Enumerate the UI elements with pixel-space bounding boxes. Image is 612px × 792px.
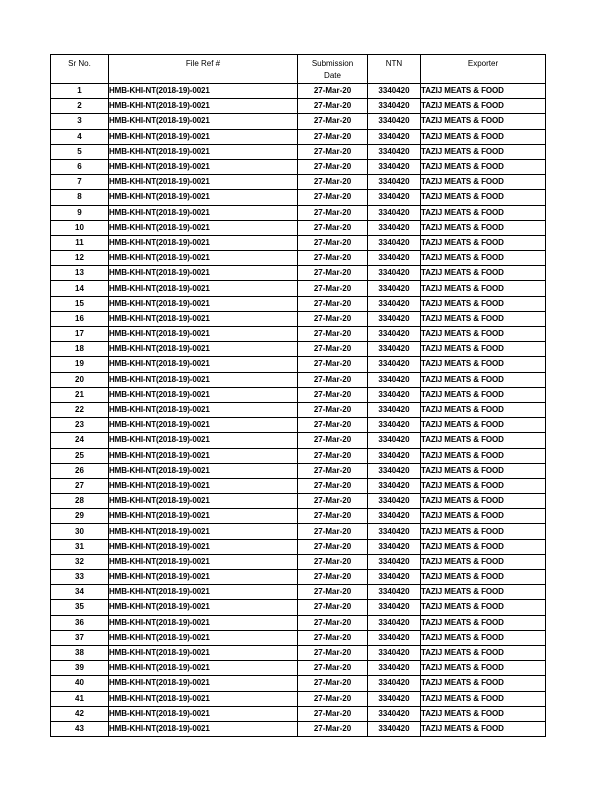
- cell-exporter: TAZIJ MEATS & FOOD: [421, 175, 546, 190]
- cell-submission-date: 27-Mar-20: [298, 296, 368, 311]
- cell-ntn: 3340420: [368, 311, 421, 326]
- table-row: [51, 281, 546, 296]
- cell-file-ref: HMB-KHI-NT(2018-19)-0021: [109, 220, 298, 235]
- cell-sr-no: 15: [51, 296, 109, 311]
- cell-sr-no: 32: [51, 554, 109, 569]
- cell-exporter: TAZIJ MEATS & FOOD: [421, 327, 546, 342]
- cell-exporter: TAZIJ MEATS & FOOD: [421, 129, 546, 144]
- table-body: [51, 84, 546, 737]
- cell-submission-date: 27-Mar-20: [298, 235, 368, 250]
- table-row: [51, 554, 546, 569]
- cell-file-ref: HMB-KHI-NT(2018-19)-0021: [109, 296, 298, 311]
- cell-exporter: TAZIJ MEATS & FOOD: [421, 615, 546, 630]
- cell-sr-no: 8: [51, 190, 109, 205]
- cell-file-ref: HMB-KHI-NT(2018-19)-0021: [109, 311, 298, 326]
- cell-sr-no: 39: [51, 661, 109, 676]
- table-row: [51, 615, 546, 630]
- cell-sr-no: 5: [51, 144, 109, 159]
- header-submission-date-line1: Submission: [311, 59, 354, 68]
- cell-ntn: 3340420: [368, 144, 421, 159]
- header-submission-date-line2: Date: [324, 71, 341, 80]
- table-row: [51, 402, 546, 417]
- cell-file-ref: HMB-KHI-NT(2018-19)-0021: [109, 509, 298, 524]
- cell-exporter: TAZIJ MEATS & FOOD: [421, 220, 546, 235]
- cell-submission-date: 27-Mar-20: [298, 114, 368, 129]
- cell-exporter: TAZIJ MEATS & FOOD: [421, 539, 546, 554]
- cell-ntn: 3340420: [368, 691, 421, 706]
- cell-file-ref: HMB-KHI-NT(2018-19)-0021: [109, 387, 298, 402]
- cell-submission-date: 27-Mar-20: [298, 585, 368, 600]
- table-row: [51, 175, 546, 190]
- cell-submission-date: 27-Mar-20: [298, 509, 368, 524]
- cell-sr-no: 31: [51, 539, 109, 554]
- cell-submission-date: 27-Mar-20: [298, 205, 368, 220]
- cell-sr-no: 4: [51, 129, 109, 144]
- cell-submission-date: 27-Mar-20: [298, 220, 368, 235]
- cell-ntn: 3340420: [368, 205, 421, 220]
- cell-exporter: TAZIJ MEATS & FOOD: [421, 251, 546, 266]
- cell-file-ref: HMB-KHI-NT(2018-19)-0021: [109, 144, 298, 159]
- cell-submission-date: 27-Mar-20: [298, 448, 368, 463]
- cell-submission-date: 27-Mar-20: [298, 99, 368, 114]
- cell-ntn: 3340420: [368, 190, 421, 205]
- table-row: [51, 630, 546, 645]
- cell-sr-no: 18: [51, 342, 109, 357]
- cell-sr-no: 14: [51, 281, 109, 296]
- cell-submission-date: 27-Mar-20: [298, 281, 368, 296]
- cell-sr-no: 9: [51, 205, 109, 220]
- cell-submission-date: 27-Mar-20: [298, 630, 368, 645]
- table-row: [51, 676, 546, 691]
- cell-file-ref: HMB-KHI-NT(2018-19)-0021: [109, 463, 298, 478]
- table-row: [51, 509, 546, 524]
- cell-ntn: 3340420: [368, 266, 421, 281]
- cell-submission-date: 27-Mar-20: [298, 570, 368, 585]
- cell-sr-no: 16: [51, 311, 109, 326]
- cell-submission-date: 27-Mar-20: [298, 706, 368, 721]
- cell-file-ref: HMB-KHI-NT(2018-19)-0021: [109, 342, 298, 357]
- cell-file-ref: HMB-KHI-NT(2018-19)-0021: [109, 691, 298, 706]
- cell-ntn: 3340420: [368, 661, 421, 676]
- table-row: [51, 220, 546, 235]
- cell-file-ref: HMB-KHI-NT(2018-19)-0021: [109, 99, 298, 114]
- cell-sr-no: 29: [51, 509, 109, 524]
- cell-submission-date: 27-Mar-20: [298, 251, 368, 266]
- cell-ntn: 3340420: [368, 84, 421, 99]
- cell-ntn: 3340420: [368, 418, 421, 433]
- cell-exporter: TAZIJ MEATS & FOOD: [421, 357, 546, 372]
- table-row: [51, 585, 546, 600]
- cell-submission-date: 27-Mar-20: [298, 661, 368, 676]
- cell-sr-no: 33: [51, 570, 109, 585]
- table-row: [51, 327, 546, 342]
- cell-exporter: TAZIJ MEATS & FOOD: [421, 585, 546, 600]
- table-row: [51, 251, 546, 266]
- cell-sr-no: 3: [51, 114, 109, 129]
- cell-submission-date: 27-Mar-20: [298, 144, 368, 159]
- cell-file-ref: HMB-KHI-NT(2018-19)-0021: [109, 402, 298, 417]
- cell-ntn: 3340420: [368, 570, 421, 585]
- cell-sr-no: 17: [51, 327, 109, 342]
- cell-submission-date: 27-Mar-20: [298, 645, 368, 660]
- table-row: [51, 235, 546, 250]
- table-row: [51, 357, 546, 372]
- cell-file-ref: HMB-KHI-NT(2018-19)-0021: [109, 645, 298, 660]
- table-row: [51, 433, 546, 448]
- cell-file-ref: HMB-KHI-NT(2018-19)-0021: [109, 524, 298, 539]
- cell-file-ref: HMB-KHI-NT(2018-19)-0021: [109, 235, 298, 250]
- table-row: [51, 372, 546, 387]
- cell-file-ref: HMB-KHI-NT(2018-19)-0021: [109, 433, 298, 448]
- cell-exporter: TAZIJ MEATS & FOOD: [421, 144, 546, 159]
- cell-submission-date: 27-Mar-20: [298, 463, 368, 478]
- cell-file-ref: HMB-KHI-NT(2018-19)-0021: [109, 175, 298, 190]
- cell-ntn: 3340420: [368, 159, 421, 174]
- cell-submission-date: 27-Mar-20: [298, 357, 368, 372]
- cell-sr-no: 28: [51, 494, 109, 509]
- cell-ntn: 3340420: [368, 114, 421, 129]
- header-file-ref: File Ref #: [109, 55, 298, 84]
- cell-exporter: TAZIJ MEATS & FOOD: [421, 509, 546, 524]
- cell-sr-no: 40: [51, 676, 109, 691]
- cell-exporter: TAZIJ MEATS & FOOD: [421, 281, 546, 296]
- cell-sr-no: 20: [51, 372, 109, 387]
- table-row: [51, 494, 546, 509]
- cell-ntn: 3340420: [368, 585, 421, 600]
- table-row: [51, 463, 546, 478]
- cell-file-ref: HMB-KHI-NT(2018-19)-0021: [109, 159, 298, 174]
- cell-file-ref: HMB-KHI-NT(2018-19)-0021: [109, 266, 298, 281]
- cell-sr-no: 38: [51, 645, 109, 660]
- submissions-table: [50, 54, 546, 737]
- cell-file-ref: HMB-KHI-NT(2018-19)-0021: [109, 585, 298, 600]
- cell-sr-no: 24: [51, 433, 109, 448]
- cell-sr-no: 42: [51, 706, 109, 721]
- cell-ntn: 3340420: [368, 296, 421, 311]
- cell-sr-no: 23: [51, 418, 109, 433]
- cell-file-ref: HMB-KHI-NT(2018-19)-0021: [109, 494, 298, 509]
- cell-file-ref: HMB-KHI-NT(2018-19)-0021: [109, 281, 298, 296]
- cell-exporter: TAZIJ MEATS & FOOD: [421, 448, 546, 463]
- cell-submission-date: 27-Mar-20: [298, 600, 368, 615]
- table-row: [51, 296, 546, 311]
- cell-exporter: TAZIJ MEATS & FOOD: [421, 159, 546, 174]
- cell-submission-date: 27-Mar-20: [298, 387, 368, 402]
- header-ntn: NTN: [368, 55, 421, 84]
- cell-sr-no: 37: [51, 630, 109, 645]
- table-row: [51, 661, 546, 676]
- cell-submission-date: 27-Mar-20: [298, 433, 368, 448]
- cell-submission-date: 27-Mar-20: [298, 266, 368, 281]
- cell-file-ref: HMB-KHI-NT(2018-19)-0021: [109, 372, 298, 387]
- cell-exporter: TAZIJ MEATS & FOOD: [421, 311, 546, 326]
- cell-file-ref: HMB-KHI-NT(2018-19)-0021: [109, 630, 298, 645]
- cell-ntn: 3340420: [368, 357, 421, 372]
- header-exporter: Exporter: [421, 55, 546, 84]
- cell-file-ref: HMB-KHI-NT(2018-19)-0021: [109, 129, 298, 144]
- table-row: [51, 266, 546, 281]
- cell-file-ref: HMB-KHI-NT(2018-19)-0021: [109, 661, 298, 676]
- cell-submission-date: 27-Mar-20: [298, 327, 368, 342]
- cell-exporter: TAZIJ MEATS & FOOD: [421, 691, 546, 706]
- cell-sr-no: 25: [51, 448, 109, 463]
- cell-sr-no: 27: [51, 478, 109, 493]
- cell-sr-no: 43: [51, 721, 109, 736]
- cell-submission-date: 27-Mar-20: [298, 129, 368, 144]
- table-row: [51, 706, 546, 721]
- cell-submission-date: 27-Mar-20: [298, 539, 368, 554]
- table-row: [51, 99, 546, 114]
- cell-sr-no: 12: [51, 251, 109, 266]
- cell-submission-date: 27-Mar-20: [298, 342, 368, 357]
- cell-submission-date: 27-Mar-20: [298, 676, 368, 691]
- cell-file-ref: HMB-KHI-NT(2018-19)-0021: [109, 570, 298, 585]
- cell-file-ref: HMB-KHI-NT(2018-19)-0021: [109, 721, 298, 736]
- cell-exporter: TAZIJ MEATS & FOOD: [421, 235, 546, 250]
- cell-ntn: 3340420: [368, 251, 421, 266]
- cell-ntn: 3340420: [368, 463, 421, 478]
- cell-ntn: 3340420: [368, 615, 421, 630]
- cell-exporter: TAZIJ MEATS & FOOD: [421, 114, 546, 129]
- cell-file-ref: HMB-KHI-NT(2018-19)-0021: [109, 84, 298, 99]
- cell-submission-date: 27-Mar-20: [298, 190, 368, 205]
- cell-exporter: TAZIJ MEATS & FOOD: [421, 402, 546, 417]
- cell-file-ref: HMB-KHI-NT(2018-19)-0021: [109, 539, 298, 554]
- cell-sr-no: 7: [51, 175, 109, 190]
- cell-exporter: TAZIJ MEATS & FOOD: [421, 494, 546, 509]
- cell-ntn: 3340420: [368, 387, 421, 402]
- cell-sr-no: 6: [51, 159, 109, 174]
- cell-submission-date: 27-Mar-20: [298, 84, 368, 99]
- cell-file-ref: HMB-KHI-NT(2018-19)-0021: [109, 251, 298, 266]
- cell-sr-no: 41: [51, 691, 109, 706]
- cell-submission-date: 27-Mar-20: [298, 494, 368, 509]
- cell-file-ref: HMB-KHI-NT(2018-19)-0021: [109, 190, 298, 205]
- cell-exporter: TAZIJ MEATS & FOOD: [421, 463, 546, 478]
- cell-exporter: TAZIJ MEATS & FOOD: [421, 478, 546, 493]
- cell-file-ref: HMB-KHI-NT(2018-19)-0021: [109, 615, 298, 630]
- cell-submission-date: 27-Mar-20: [298, 478, 368, 493]
- cell-ntn: 3340420: [368, 129, 421, 144]
- cell-ntn: 3340420: [368, 539, 421, 554]
- cell-submission-date: 27-Mar-20: [298, 175, 368, 190]
- cell-exporter: TAZIJ MEATS & FOOD: [421, 570, 546, 585]
- cell-exporter: TAZIJ MEATS & FOOD: [421, 630, 546, 645]
- cell-file-ref: HMB-KHI-NT(2018-19)-0021: [109, 357, 298, 372]
- cell-ntn: 3340420: [368, 220, 421, 235]
- table-row: [51, 159, 546, 174]
- cell-exporter: TAZIJ MEATS & FOOD: [421, 721, 546, 736]
- cell-sr-no: 22: [51, 402, 109, 417]
- cell-ntn: 3340420: [368, 235, 421, 250]
- cell-ntn: 3340420: [368, 600, 421, 615]
- cell-exporter: TAZIJ MEATS & FOOD: [421, 84, 546, 99]
- table-row: [51, 190, 546, 205]
- cell-submission-date: 27-Mar-20: [298, 524, 368, 539]
- cell-exporter: TAZIJ MEATS & FOOD: [421, 266, 546, 281]
- cell-exporter: TAZIJ MEATS & FOOD: [421, 706, 546, 721]
- cell-ntn: 3340420: [368, 175, 421, 190]
- cell-exporter: TAZIJ MEATS & FOOD: [421, 205, 546, 220]
- table-row: [51, 570, 546, 585]
- table-row: [51, 311, 546, 326]
- cell-file-ref: HMB-KHI-NT(2018-19)-0021: [109, 554, 298, 569]
- cell-file-ref: HMB-KHI-NT(2018-19)-0021: [109, 327, 298, 342]
- table-row: [51, 600, 546, 615]
- cell-file-ref: HMB-KHI-NT(2018-19)-0021: [109, 706, 298, 721]
- cell-exporter: TAZIJ MEATS & FOOD: [421, 296, 546, 311]
- cell-exporter: TAZIJ MEATS & FOOD: [421, 342, 546, 357]
- cell-submission-date: 27-Mar-20: [298, 691, 368, 706]
- cell-sr-no: 30: [51, 524, 109, 539]
- cell-sr-no: 10: [51, 220, 109, 235]
- table-row: [51, 387, 546, 402]
- cell-ntn: 3340420: [368, 99, 421, 114]
- cell-ntn: 3340420: [368, 630, 421, 645]
- cell-ntn: 3340420: [368, 372, 421, 387]
- cell-exporter: TAZIJ MEATS & FOOD: [421, 676, 546, 691]
- cell-file-ref: HMB-KHI-NT(2018-19)-0021: [109, 676, 298, 691]
- table-header: [51, 55, 546, 84]
- cell-file-ref: HMB-KHI-NT(2018-19)-0021: [109, 205, 298, 220]
- cell-submission-date: 27-Mar-20: [298, 402, 368, 417]
- header-sr-no: Sr No.: [51, 55, 109, 84]
- cell-exporter: TAZIJ MEATS & FOOD: [421, 418, 546, 433]
- cell-file-ref: HMB-KHI-NT(2018-19)-0021: [109, 448, 298, 463]
- table-row: [51, 539, 546, 554]
- header-submission-date: [298, 55, 368, 84]
- cell-exporter: TAZIJ MEATS & FOOD: [421, 372, 546, 387]
- table-row: [51, 205, 546, 220]
- header-row: [51, 55, 546, 84]
- cell-ntn: 3340420: [368, 706, 421, 721]
- cell-sr-no: 36: [51, 615, 109, 630]
- table-row: [51, 448, 546, 463]
- cell-file-ref: HMB-KHI-NT(2018-19)-0021: [109, 600, 298, 615]
- cell-exporter: TAZIJ MEATS & FOOD: [421, 433, 546, 448]
- cell-submission-date: 27-Mar-20: [298, 554, 368, 569]
- cell-exporter: TAZIJ MEATS & FOOD: [421, 190, 546, 205]
- cell-submission-date: 27-Mar-20: [298, 721, 368, 736]
- cell-exporter: TAZIJ MEATS & FOOD: [421, 645, 546, 660]
- table-row: [51, 721, 546, 736]
- table-row: [51, 342, 546, 357]
- cell-sr-no: 13: [51, 266, 109, 281]
- cell-exporter: TAZIJ MEATS & FOOD: [421, 554, 546, 569]
- cell-sr-no: 35: [51, 600, 109, 615]
- table-row: [51, 645, 546, 660]
- table-row: [51, 84, 546, 99]
- table-row: [51, 418, 546, 433]
- cell-ntn: 3340420: [368, 509, 421, 524]
- cell-ntn: 3340420: [368, 402, 421, 417]
- cell-file-ref: HMB-KHI-NT(2018-19)-0021: [109, 418, 298, 433]
- cell-sr-no: 2: [51, 99, 109, 114]
- cell-submission-date: 27-Mar-20: [298, 418, 368, 433]
- cell-exporter: TAZIJ MEATS & FOOD: [421, 600, 546, 615]
- cell-ntn: 3340420: [368, 327, 421, 342]
- table-row: [51, 144, 546, 159]
- cell-submission-date: 27-Mar-20: [298, 615, 368, 630]
- table-row: [51, 114, 546, 129]
- cell-ntn: 3340420: [368, 554, 421, 569]
- cell-exporter: TAZIJ MEATS & FOOD: [421, 524, 546, 539]
- cell-sr-no: 19: [51, 357, 109, 372]
- cell-ntn: 3340420: [368, 721, 421, 736]
- cell-submission-date: 27-Mar-20: [298, 159, 368, 174]
- cell-ntn: 3340420: [368, 448, 421, 463]
- cell-ntn: 3340420: [368, 645, 421, 660]
- cell-file-ref: HMB-KHI-NT(2018-19)-0021: [109, 478, 298, 493]
- cell-ntn: 3340420: [368, 433, 421, 448]
- table-row: [51, 478, 546, 493]
- cell-sr-no: 1: [51, 84, 109, 99]
- cell-ntn: 3340420: [368, 676, 421, 691]
- cell-ntn: 3340420: [368, 478, 421, 493]
- cell-exporter: TAZIJ MEATS & FOOD: [421, 387, 546, 402]
- cell-ntn: 3340420: [368, 342, 421, 357]
- cell-sr-no: 34: [51, 585, 109, 600]
- cell-ntn: 3340420: [368, 281, 421, 296]
- cell-submission-date: 27-Mar-20: [298, 311, 368, 326]
- cell-exporter: TAZIJ MEATS & FOOD: [421, 661, 546, 676]
- cell-ntn: 3340420: [368, 524, 421, 539]
- cell-sr-no: 11: [51, 235, 109, 250]
- cell-submission-date: 27-Mar-20: [298, 372, 368, 387]
- cell-sr-no: 26: [51, 463, 109, 478]
- table-row: [51, 524, 546, 539]
- table-row: [51, 129, 546, 144]
- cell-file-ref: HMB-KHI-NT(2018-19)-0021: [109, 114, 298, 129]
- cell-ntn: 3340420: [368, 494, 421, 509]
- table-row: [51, 691, 546, 706]
- cell-exporter: TAZIJ MEATS & FOOD: [421, 99, 546, 114]
- cell-sr-no: 21: [51, 387, 109, 402]
